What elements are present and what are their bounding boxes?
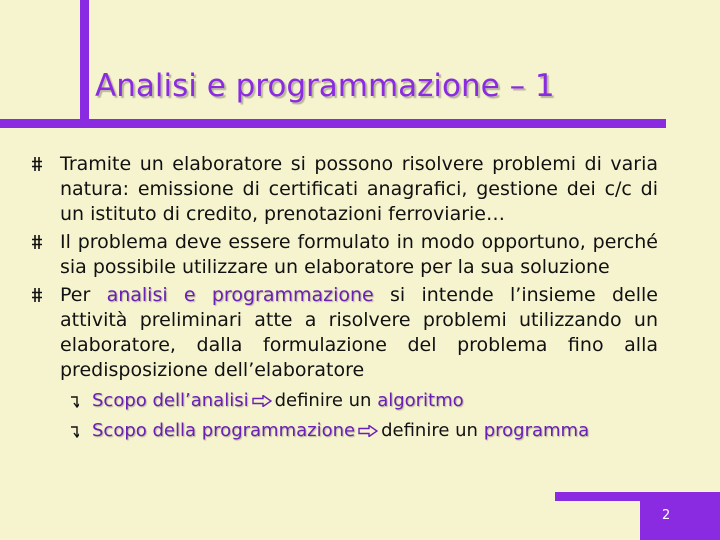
sub-target: algoritmo — [377, 390, 464, 411]
sub-bullet-text — [92, 389, 658, 413]
bullet-text: Tramite un elaboratore si possono risolvere problemi di varia natura: emissione di certificati anagrafici, gestione dei c/c di un istituto di credito, prenotazioni ferroviarie… — [60, 153, 658, 225]
sub-middle: definire un — [381, 420, 478, 441]
hash-bullet-icon — [32, 288, 42, 302]
footer-accent-bar — [555, 492, 645, 501]
arrow-bullet-icon — [69, 394, 79, 408]
hash-bullet-icon — [32, 235, 42, 249]
right-arrow-icon — [252, 395, 272, 407]
bullet-item — [28, 230, 658, 280]
bullet-item — [28, 152, 658, 227]
arrow-bullet-icon — [69, 424, 79, 438]
page-number: 2 — [662, 508, 671, 523]
page-number-box — [640, 492, 720, 540]
sub-bullet-item — [28, 389, 658, 413]
bullet-item — [28, 283, 658, 383]
sub-term: Scopo dell’analisi — [92, 390, 249, 411]
sub-bullet-text — [92, 419, 658, 443]
slide-title: Analisi e programmazione – 1 — [95, 68, 555, 104]
bullet-prefix: Per — [60, 284, 91, 306]
sub-bullet-item — [28, 419, 658, 443]
sub-middle: definire un — [274, 390, 372, 411]
sub-target: programma — [483, 420, 590, 441]
title-underline-bar — [0, 119, 666, 128]
sub-term: Scopo della programmazione — [92, 420, 356, 441]
hash-bullet-icon — [32, 157, 42, 171]
highlighted-term: analisi e programmazione — [106, 284, 374, 306]
bullet-text: Il problema deve essere formulato in modo opportuno, perché sia possibile utilizzare un elaboratore per la sua soluzione — [60, 231, 658, 278]
bullet-rest: si intende l’insieme delle attività preliminari atte a risolvere problemi utilizzando un elaboratore, dalla formulazione del problema fino alla predisposizione dell’elaboratore — [60, 284, 658, 381]
slide-body — [28, 152, 658, 443]
bullet-text — [60, 283, 658, 383]
title-vertical-accent-bar — [80, 0, 89, 128]
right-arrow-icon — [358, 425, 378, 437]
